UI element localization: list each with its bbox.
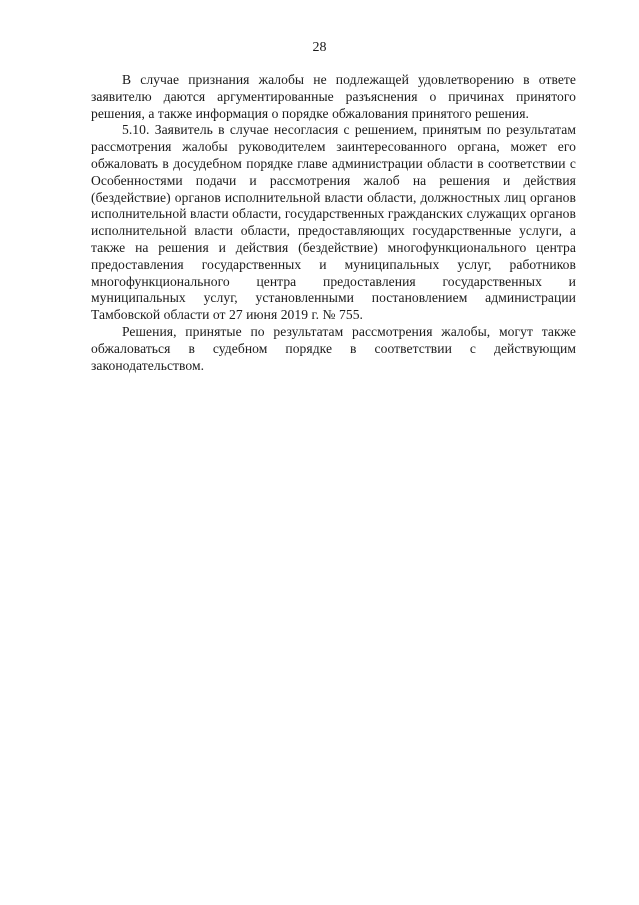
document-body <box>91 72 576 374</box>
page-number: 28 <box>312 40 327 55</box>
paragraph-judicial-appeal: Решения, принятые по результатам рассмотрения жалобы, могут также обжаловаться в судебном порядке в соответствии с действующим законодательством. <box>91 323 576 373</box>
paragraph-rejection-explanation: В случае признания жалобы не подлежащей удовлетворению в ответе заявителю даются аргументированные разъяснения о причинах принятого решения, а также информация о порядке обжалования принятого решения. <box>91 72 576 121</box>
paragraph-appeal-procedure: 5.10. Заявитель в случае несогласия с решением, принятым по результатам рассмотрения жалобы руководителем заинтересованного органа, может его обжаловать в досудебном порядке главе администрации области в соответствии с Особенностями подачи и рассмотрения жалоб на решения и действия (бездействие) органов исполнительной власти области, должностных лиц органов исполнительной власти области, государственных гражданских служащих органов исполнительной власти области, предоставляющих государственные услуги, а также на решения и действия (бездействие) многофункционального центра предоставления государственных и муниципальных услуг, работников многофункционального центра предоставления государственных и муниципальных услуг, установленными постановлением администрации Тамбовской области от 27 июня 2019 г. № 755. <box>91 122 576 323</box>
